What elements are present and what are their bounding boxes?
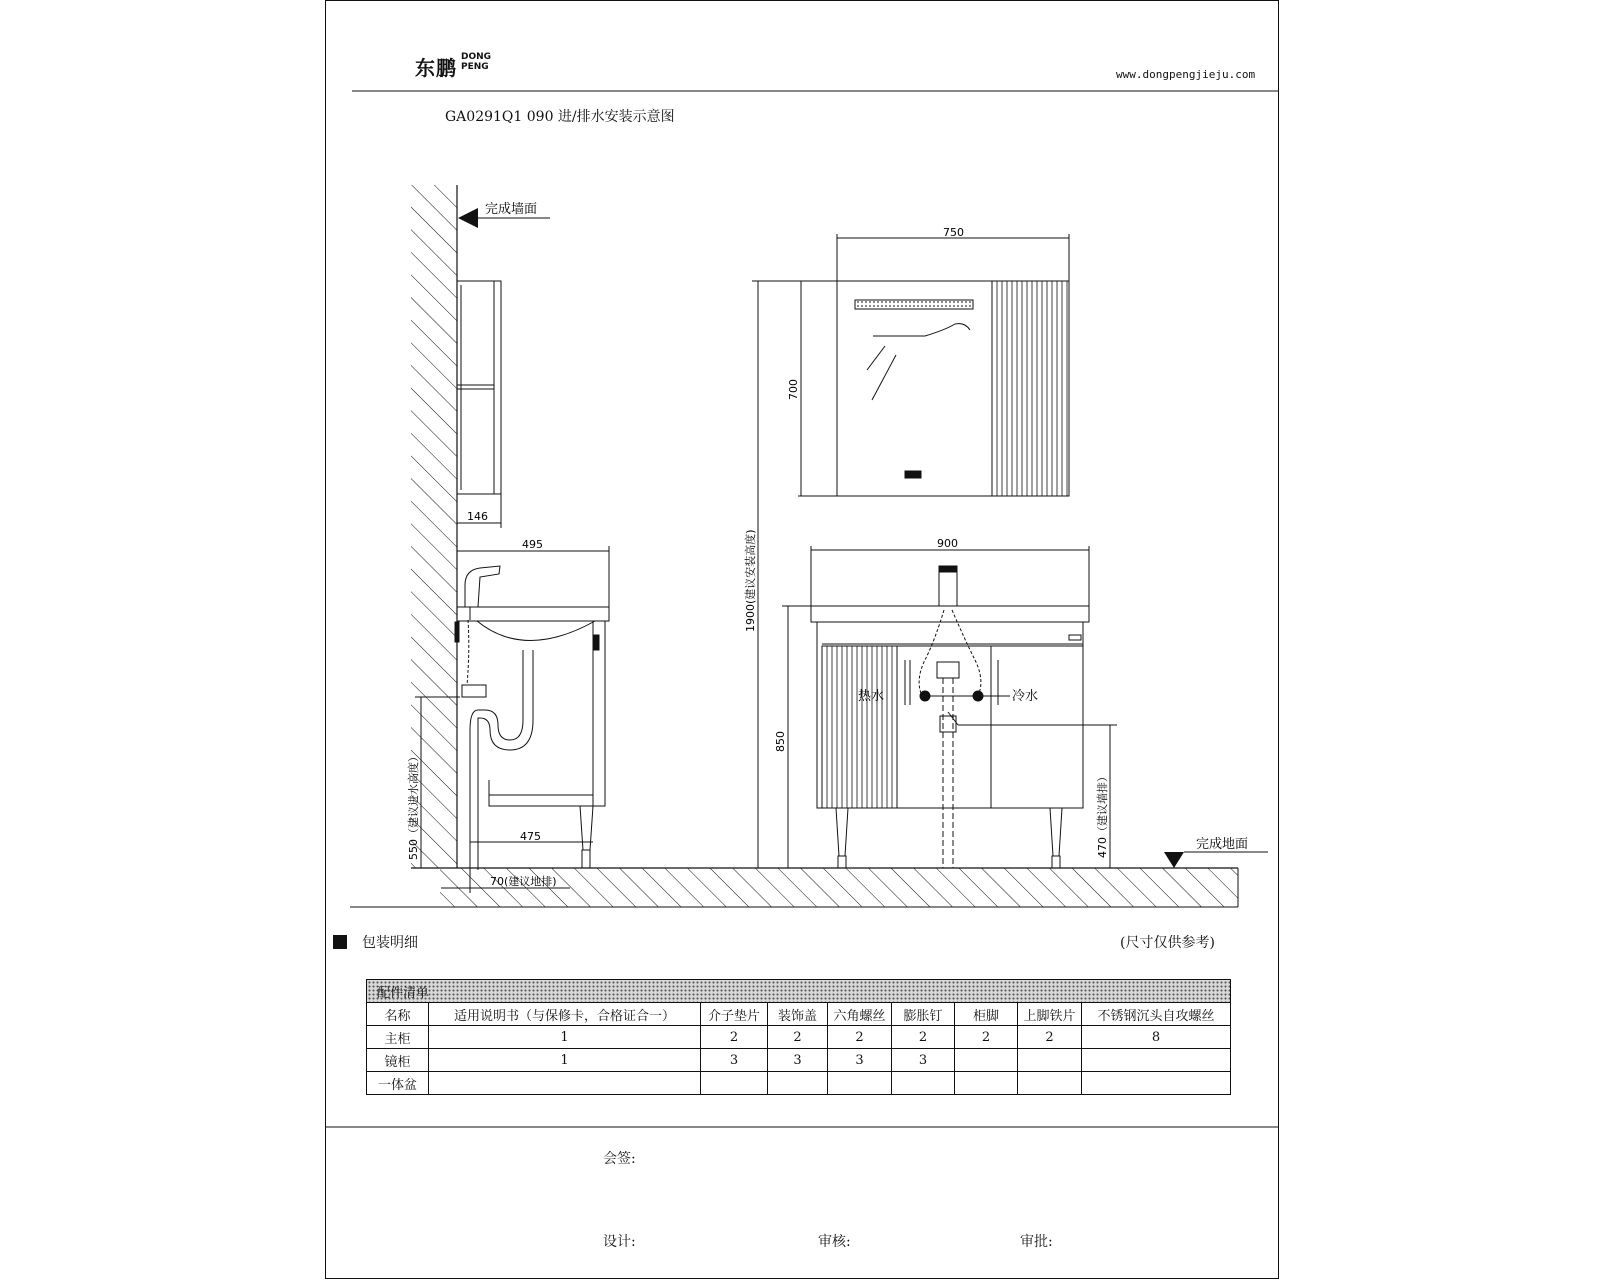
svg-text:700: 700 [787,379,800,400]
header-cell: 适用说明书（与保修卡，合格证合一） [429,1003,701,1026]
table-cell [1082,1049,1231,1072]
table-cell: 镜柜 [367,1049,429,1072]
dim-146 [457,494,501,528]
table-cell: 3 [892,1049,955,1072]
table-cell: 2 [828,1026,892,1049]
cold-water-label: 冷水 [1012,689,1039,704]
finished-wall-marker [458,201,550,228]
table-cell [768,1072,828,1095]
svg-text:1900(建议安装高度): 1900(建议安装高度) [744,529,757,632]
svg-text:850: 850 [774,731,787,752]
table-row [367,1049,1231,1072]
header-cell: 膨胀钉 [892,1003,955,1026]
table-cell: 一体盆 [367,1072,429,1095]
website-url: www.dongpengjieju.com [1116,68,1256,81]
table-cell [892,1072,955,1095]
header-cell: 六角螺丝 [828,1003,892,1026]
table-cell [828,1072,892,1095]
front-vanity [811,566,1089,868]
table-cell: 1 [429,1049,701,1072]
finished-floor-marker [1164,836,1268,868]
table-cell [955,1072,1018,1095]
header-cell: 介子垫片 [701,1003,768,1026]
finished-wall-label: 完成墙面 [485,202,538,217]
dim-750 [837,226,1069,281]
header-cell: 名称 [367,1003,429,1026]
brand-logo-en-line2: PENG [461,62,489,72]
brand-logo-en-line1: DONG [461,52,492,62]
svg-text:70(建议地排): 70(建议地排) [490,875,557,888]
table-row [367,1026,1231,1049]
parts-table [366,979,1231,1095]
svg-text:550（建议进水高度）: 550（建议进水高度） [407,751,420,860]
side-vanity [455,566,609,870]
parts-caption: 配件清单 [367,980,1231,1003]
table-cell [1018,1072,1082,1095]
parts-header-row [367,1003,1231,1026]
table-cell: 2 [768,1026,828,1049]
size-note: (尺寸仅供参考) [1120,935,1215,951]
table-cell [1018,1049,1082,1072]
svg-text:146: 146 [467,510,488,523]
countersign-label: 会签: [603,1151,636,1167]
svg-text:495: 495 [522,538,543,551]
svg-text:470（建议墙排）: 470（建议墙排） [1096,771,1109,858]
approve-label: 审批: [1020,1234,1053,1250]
table-cell [701,1072,768,1095]
review-label: 审核: [818,1234,851,1250]
table-cell: 3 [701,1049,768,1072]
brand-logo: 东鹏 [415,56,457,80]
table-cell: 2 [701,1026,768,1049]
table-cell: 主柜 [367,1026,429,1049]
header-cell: 上脚铁片 [1018,1003,1082,1026]
header-cell: 柜脚 [955,1003,1018,1026]
table-cell: 8 [1082,1026,1231,1049]
table-cell [1082,1072,1231,1095]
header-cell: 不锈钢沉头自攻螺丝 [1082,1003,1231,1026]
section-bullet [333,935,347,949]
table-cell: 3 [768,1049,828,1072]
table-cell [429,1072,701,1095]
finished-floor-label: 完成地面 [1196,837,1249,852]
table-cell: 2 [955,1026,1018,1049]
design-label: 设计: [603,1234,636,1250]
dim-700 [787,281,837,496]
svg-text:475: 475 [520,830,541,843]
header-cell: 装饰盖 [768,1003,828,1026]
side-mirror-cabinet [457,281,501,494]
svg-text:750: 750 [943,226,964,239]
packing-section-title: 包装明细 [362,935,418,951]
model-title: GA0291Q1 090 进/排水安装示意图 [445,109,675,125]
dim-850 [774,606,811,868]
dim-470 [958,725,1117,868]
parts-caption-row [367,980,1231,1003]
table-cell [955,1049,1018,1072]
svg-text:900: 900 [937,537,958,550]
table-cell: 2 [1018,1026,1082,1049]
table-cell: 3 [828,1049,892,1072]
dim-475 [470,830,593,843]
table-row [367,1072,1231,1095]
table-cell: 2 [892,1026,955,1049]
table-cell: 1 [429,1026,701,1049]
front-mirror-cabinet [837,281,1069,496]
hot-water-label: 热水 [858,689,885,704]
